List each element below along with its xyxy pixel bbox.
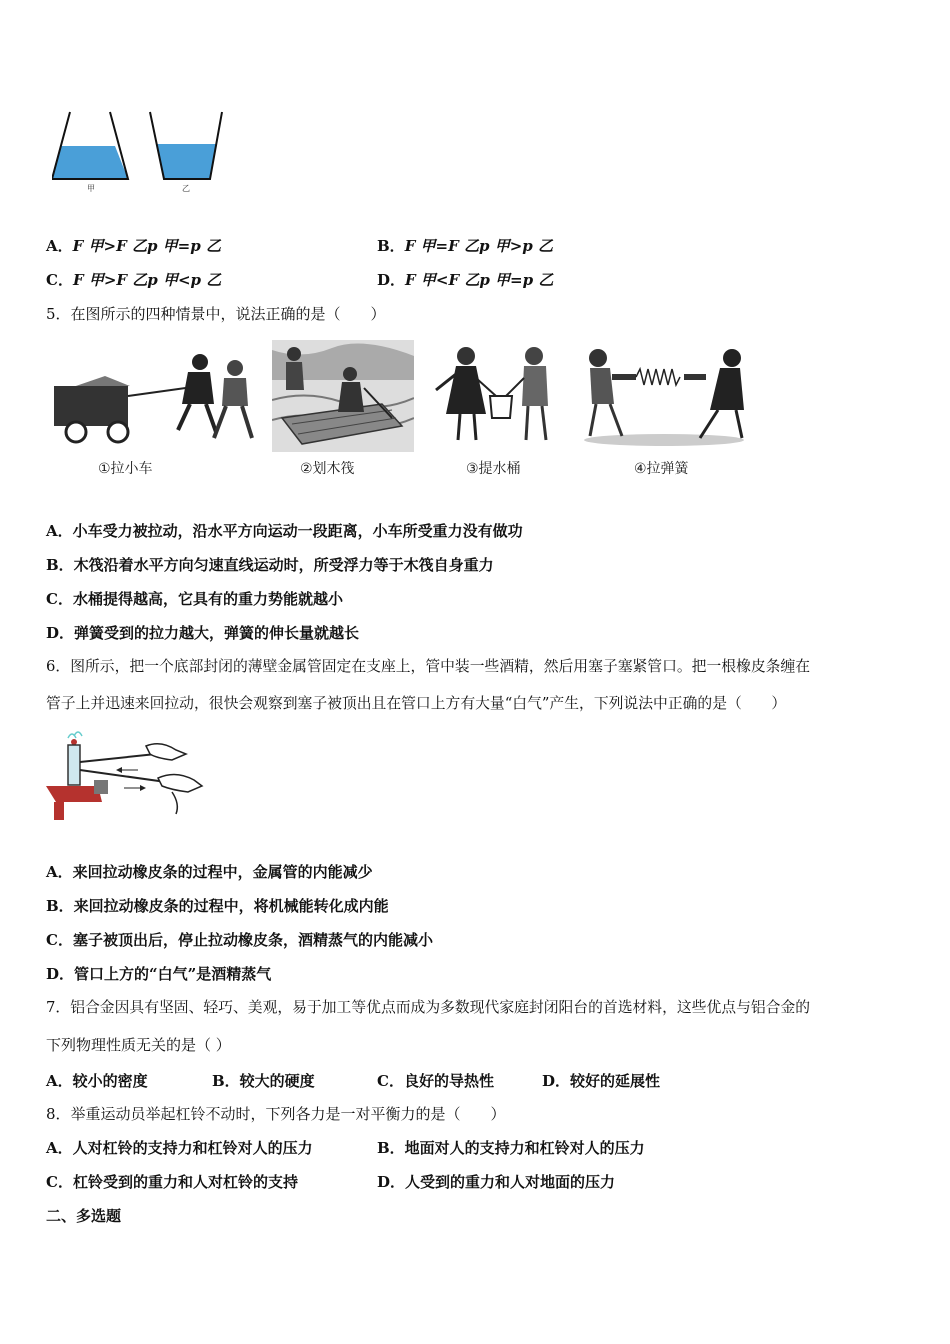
- q4-option-c[interactable]: C．F 甲>F 乙p 甲<p 乙: [46, 271, 222, 289]
- q5-caption-2: ②划木筏: [300, 461, 355, 477]
- q4-option-a[interactable]: A．F 甲>F 乙p 甲=p 乙: [46, 237, 221, 255]
- q5-caption-4: ④拉弹簧: [634, 461, 689, 477]
- q8-option-a[interactable]: A．人对杠铃的支持力和杠铃对人的压力: [46, 1139, 313, 1157]
- q5-option-a[interactable]: A．小车受力被拉动，沿水平方向运动一段距离，小车所受重力没有做功: [46, 522, 523, 540]
- section-heading: 二、多选题: [46, 1207, 122, 1225]
- q6-stem-line-2: 管子上并迅速来回拉动，很快会观察到塞子被顶出且在管口上方有大量“白气”产生，下列说法中正确的是（ ）: [46, 695, 787, 712]
- q6-option-d[interactable]: D．管口上方的“白气”是酒精蒸气: [46, 965, 272, 983]
- beaker-label-yi: 乙: [182, 184, 190, 193]
- beaker-yi-water: [156, 144, 217, 179]
- q7-option-b[interactable]: B．较大的硬度: [212, 1072, 315, 1090]
- q7-option-c[interactable]: C．良好的导热性: [377, 1072, 494, 1090]
- q4-option-b[interactable]: B．F 甲=F 乙p 甲>p 乙: [377, 237, 553, 255]
- q5-image-pull-cart: [50, 348, 255, 448]
- q8-option-d[interactable]: D．人受到的重力和人对地面的压力: [377, 1173, 616, 1191]
- q7-stem-line-2: 下列物理性质无关的是（ ）: [46, 1036, 231, 1054]
- beaker-label-jia: 甲: [87, 184, 95, 193]
- q7-option-d[interactable]: D．较好的延展性: [542, 1072, 661, 1090]
- q5-caption-1: ①拉小车: [98, 461, 153, 477]
- q8-option-c[interactable]: C．杠铃受到的重力和人对杠铃的支持: [46, 1173, 298, 1191]
- q5-option-d[interactable]: D．弹簧受到的拉力越大，弹簧的伸长量就越长: [46, 624, 360, 642]
- q5-image-bucket: [430, 344, 570, 448]
- beakers-figure: [52, 108, 232, 198]
- q5-option-b[interactable]: B．木筏沿着水平方向匀速直线运动时，所受浮力等于木筏自身重力: [46, 556, 494, 574]
- q5-stem: 5．在图所示的四种情景中，说法正确的是（ ）: [46, 305, 386, 323]
- q8-stem: 8．举重运动员举起杠铃不动时，下列各力是一对平衡力的是（ ）: [46, 1105, 506, 1123]
- q7-stem-line-1: 7．铝合金因具有坚固、轻巧、美观，易于加工等优点而成为多数现代家庭封闭阳台的首选材料，这些优点与铝合金的: [46, 999, 811, 1016]
- q4-option-d[interactable]: D．F 甲<F 乙p 甲=p 乙: [377, 271, 554, 289]
- q5-option-c[interactable]: C．水桶提得越高，它具有的重力势能就越小: [46, 590, 343, 608]
- q5-image-raft: [272, 340, 414, 452]
- q6-image-metal-tube: [46, 730, 206, 822]
- q6-option-a[interactable]: A．来回拉动橡皮条的过程中，金属管的内能减少: [46, 863, 373, 881]
- q5-caption-3: ③提水桶: [466, 461, 521, 477]
- q7-option-a[interactable]: A．较小的密度: [46, 1072, 148, 1090]
- q6-stem-line-1: 6．图所示，把一个底部封闭的薄壁金属管固定在支座上，管中装一些酒精，然后用塞子塞紧管口。把一根橡皮条缠在: [46, 658, 811, 675]
- q6-option-c[interactable]: C．塞子被顶出后，停止拉动橡皮条，酒精蒸气的内能减小: [46, 931, 433, 949]
- q5-image-spring: [582, 344, 747, 448]
- beaker-jia-water: [52, 146, 128, 179]
- q8-option-b[interactable]: B．地面对人的支持力和杠铃对人的压力: [377, 1139, 645, 1157]
- q6-option-b[interactable]: B．来回拉动橡皮条的过程中，将机械能转化成内能: [46, 897, 389, 915]
